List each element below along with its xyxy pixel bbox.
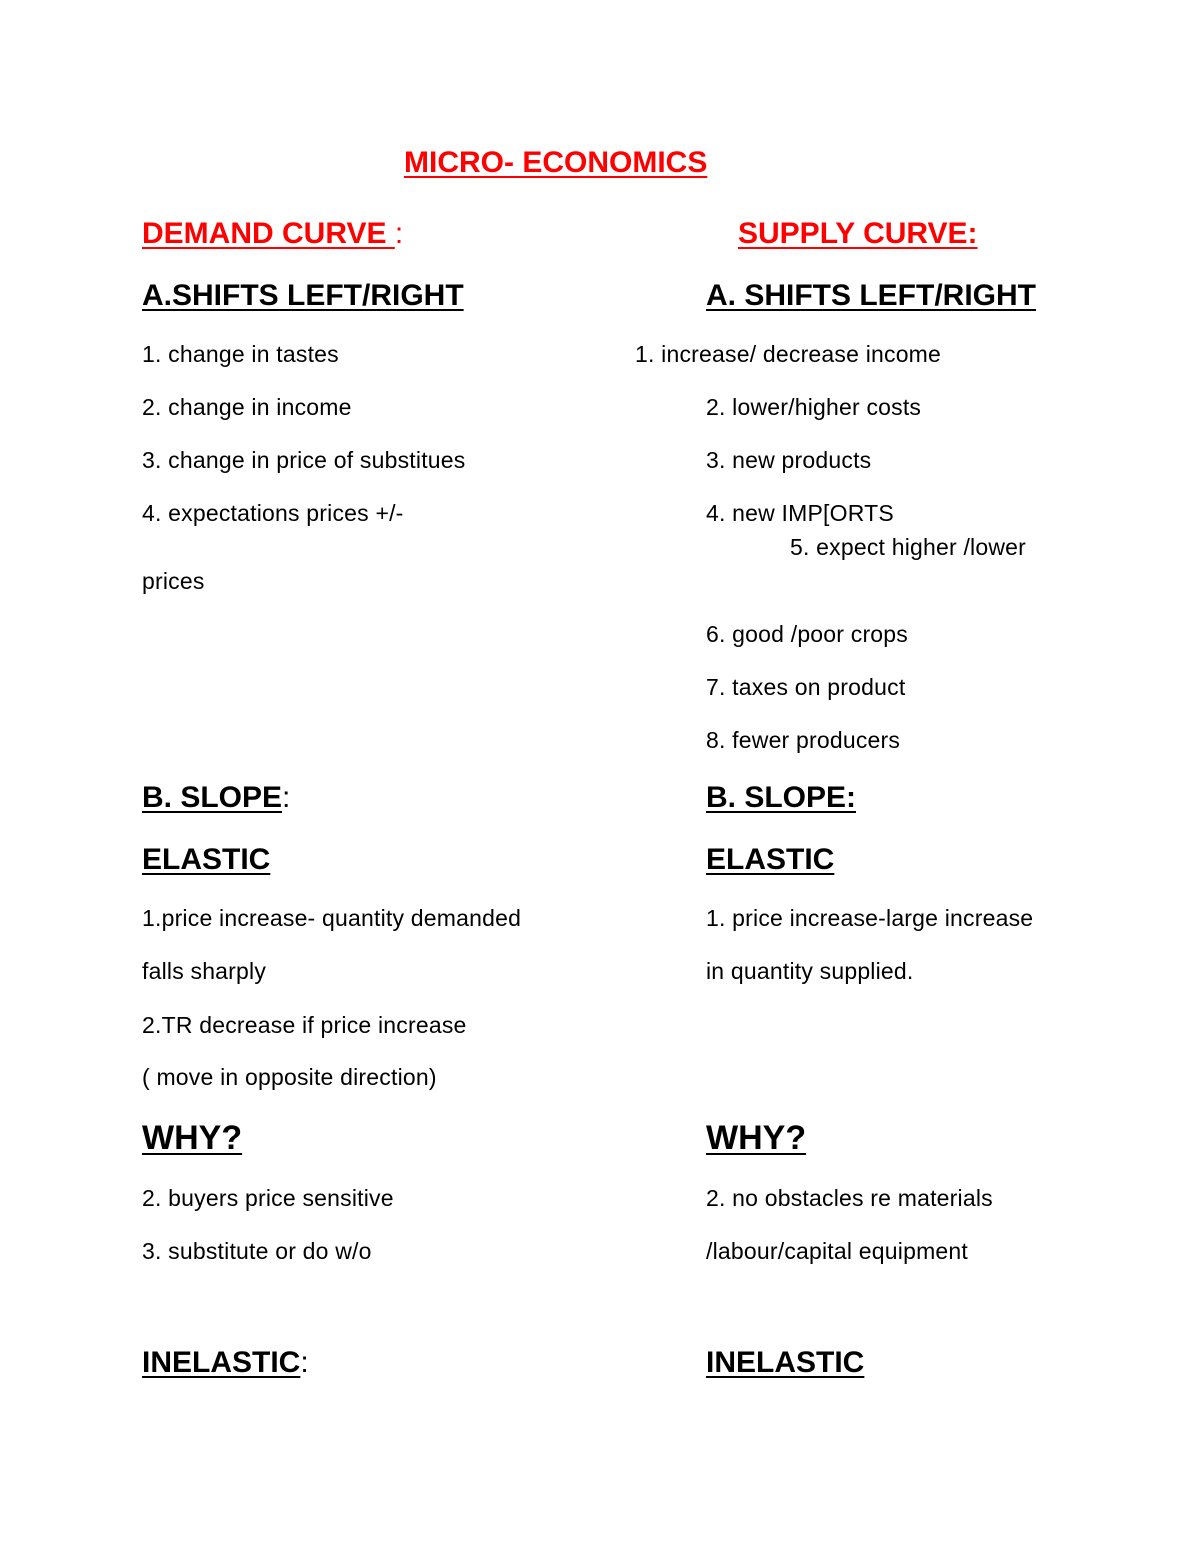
demand-shifts-heading: A.SHIFTS LEFT/RIGHT	[142, 279, 464, 312]
supply-shift-item: 5. expect higher /lower	[790, 534, 1027, 560]
demand-why-heading: WHY?	[142, 1119, 243, 1157]
supply-curve-heading: SUPPLY CURVE:	[738, 217, 978, 250]
demand-shift-item: 4. expectations prices +/-	[142, 500, 404, 526]
demand-shift-item: 3. change in price of substitues	[142, 447, 466, 473]
supply-elastic-item: 1. price increase-large increase	[706, 905, 1034, 931]
demand-elastic-item: falls sharply	[142, 958, 267, 984]
page-title: MICRO- ECONOMICS	[404, 146, 708, 179]
demand-curve-heading-colon: :	[394, 217, 404, 250]
demand-shift-item: 1. change in tastes	[142, 341, 339, 367]
demand-inelastic-heading	[142, 1348, 309, 1378]
supply-why-heading: WHY?	[706, 1119, 807, 1157]
supply-shift-item: 2. lower/higher costs	[706, 394, 922, 420]
demand-slope-heading-text: B. SLOPE	[142, 781, 283, 814]
supply-shift-item: 3. new products	[706, 447, 872, 473]
supply-shifts-heading: A. SHIFTS LEFT/RIGHT	[706, 279, 1036, 312]
demand-elastic-item: 1.price increase- quantity demanded	[142, 905, 522, 931]
demand-shift-item: 2. change in income	[142, 394, 352, 420]
supply-shift-item: 1. increase/ decrease income	[635, 341, 942, 367]
supply-shift-item: 6. good /poor crops	[706, 621, 908, 647]
demand-curve-heading-text: DEMAND CURVE	[142, 217, 395, 250]
supply-slope-heading: B. SLOPE:	[706, 781, 857, 814]
demand-slope-heading-colon: :	[282, 781, 291, 814]
demand-elastic-item: ( move in opposite direction)	[142, 1064, 437, 1090]
demand-why-item: 3. substitute or do w/o	[142, 1238, 372, 1264]
demand-shift-item: prices	[142, 568, 205, 594]
demand-inelastic-heading-colon: :	[300, 1346, 309, 1379]
demand-slope-heading	[142, 783, 290, 813]
supply-elastic-heading: ELASTIC	[706, 843, 835, 876]
demand-why-item: 2. buyers price sensitive	[142, 1185, 394, 1211]
supply-inelastic-heading: INELASTIC	[706, 1346, 865, 1379]
supply-shift-item: 4. new IMP[ORTS	[706, 500, 894, 526]
supply-shift-item: 7. taxes on product	[706, 674, 906, 700]
supply-elastic-item: in quantity supplied.	[706, 958, 914, 984]
demand-elastic-item: 2.TR decrease if price increase	[142, 1012, 467, 1038]
demand-curve-heading	[142, 219, 403, 249]
supply-shift-item: 8. fewer producers	[706, 727, 901, 753]
demand-elastic-heading: ELASTIC	[142, 843, 271, 876]
demand-inelastic-heading-text: INELASTIC	[142, 1346, 301, 1379]
supply-why-item: /labour/capital equipment	[706, 1238, 968, 1264]
supply-why-item: 2. no obstacles re materials	[706, 1185, 993, 1211]
